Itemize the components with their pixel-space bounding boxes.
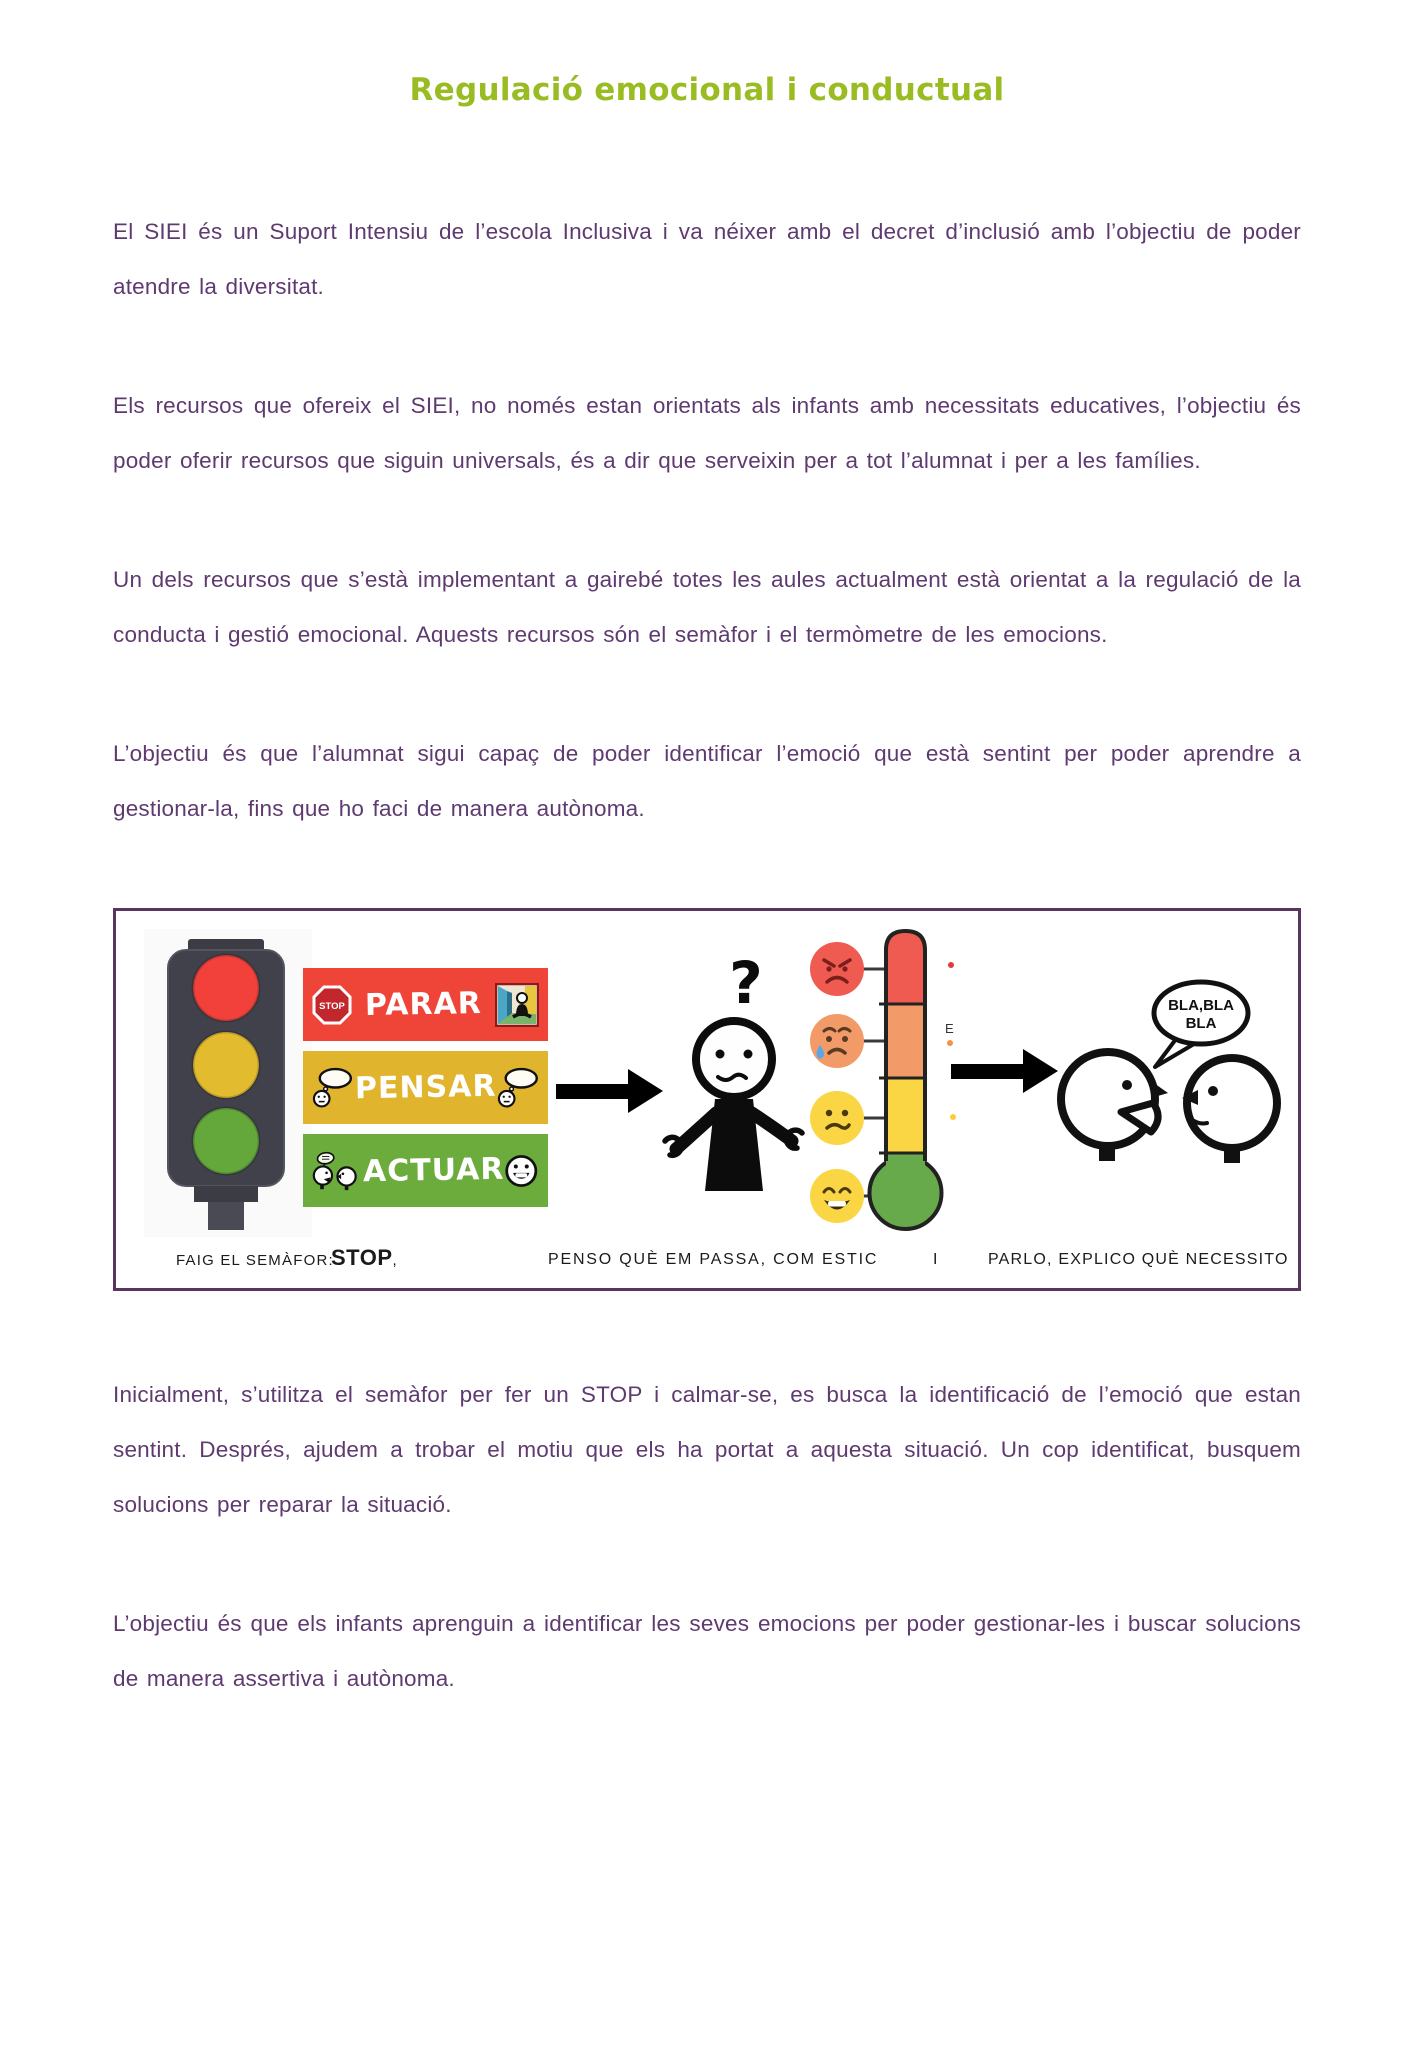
- banner-actuar: [303, 1134, 548, 1207]
- banner-pensar-label: PENSAR: [354, 1068, 497, 1107]
- talking-heads-icon: [1051, 977, 1291, 1177]
- caption-separator: I: [933, 1251, 938, 1268]
- banner-actuar-label: ACTUAR: [362, 1151, 505, 1190]
- caption-stop-comma: ,: [392, 1252, 398, 1269]
- angry-face-icon: [810, 942, 864, 996]
- crying-face-icon: [810, 1014, 864, 1068]
- think-bubble-icon: [312, 1067, 355, 1109]
- caption-parlo: PARLO, EXPLICO QUÈ NECESSITO: [988, 1251, 1289, 1268]
- grinning-face-icon: [810, 1169, 864, 1223]
- caption-penso: PENSO QUÈ EM PASSA, COM ESTIC: [548, 1251, 879, 1268]
- artifact-dot: [948, 962, 954, 968]
- document-page: [0, 70, 1414, 2070]
- svg-text:?: ?: [729, 951, 763, 1017]
- caption-stop-word: STOP: [331, 1245, 393, 1270]
- confused-face-icon: [810, 1091, 864, 1145]
- talking-people-icon: [312, 1149, 363, 1193]
- paragraph-4: L’objectiu és que l’alumnat sigui capaç de poder identificar l’emoció que està sentint per poder aprendre a gestionar-la, fins que ho faci de manera autònoma.: [113, 741, 1301, 821]
- banner-pensar: [303, 1051, 548, 1124]
- caption-stop: [331, 1245, 397, 1271]
- bla-bubble-text: BLA,BLA: [1168, 997, 1234, 1014]
- semafor-banners: [303, 968, 548, 1217]
- banner-parar-label: PARAR: [364, 985, 483, 1024]
- bla-bubble-text: BLA: [1185, 1015, 1217, 1032]
- confused-person-icon: [658, 951, 810, 1237]
- svg-text:STOP: STOP: [319, 1000, 345, 1012]
- paragraph-3: Un dels recursos que s’està implementant a gairebé totes les aules actualment està orientat a la regulació de la conducta i gestió emocional. Aquests recursos són el semàfor i el termòmetre de les emocions.: [113, 567, 1301, 647]
- banner-parar: [303, 968, 548, 1041]
- paragraph-5: Inicialment, s’utilitza el semàfor per fer un STOP i calmar-se, es busca la identificació de l’emoció que estan sentint. Després, ajudem a trobar el motiu que els ha portat a aquesta situació. Un cop identificat, busquem solucions per reparar la situació.: [113, 1382, 1301, 1517]
- stop-sign-icon: [312, 985, 352, 1025]
- paragraph-1: El SIEI és un Suport Intensiu de l’escola Inclusiva i va néixer amb el decret d’inclusió amb l’objectiu de poder atendre la diversitat.: [113, 219, 1301, 299]
- right-arrow-icon: [556, 1069, 663, 1113]
- caption-semafor: FAIG EL SEMÀFOR:: [176, 1252, 334, 1269]
- semafor-termometre-figure: [113, 908, 1301, 1291]
- emotion-thermometer: [801, 929, 971, 1244]
- calm-corner-picture-icon: [495, 983, 539, 1027]
- page-title: Regulació emocional i conductual: [409, 72, 1005, 108]
- right-arrow-icon: [951, 1049, 1058, 1093]
- artifact-text: E: [945, 1021, 954, 1036]
- paragraph-6: L’objectiu és que els infants aprenguin a identificar les seves emocions per poder gestionar-les i buscar solucions de manera assertiva i autònoma.: [113, 1611, 1301, 1691]
- artifact-dot: [947, 1040, 953, 1046]
- paragraph-2: Els recursos que ofereix el SIEI, no només estan orientats als infants amb necessitats educatives, l’objectiu és poder oferir recursos que siguin universals, és a dir que serveixin per a tot l’alumnat i per a les famílies.: [113, 393, 1301, 473]
- traffic-light-icon: [166, 939, 286, 1231]
- think-bubble-icon: [496, 1067, 539, 1109]
- artifact-dot: [950, 1114, 956, 1120]
- smiley-icon: [504, 1152, 539, 1190]
